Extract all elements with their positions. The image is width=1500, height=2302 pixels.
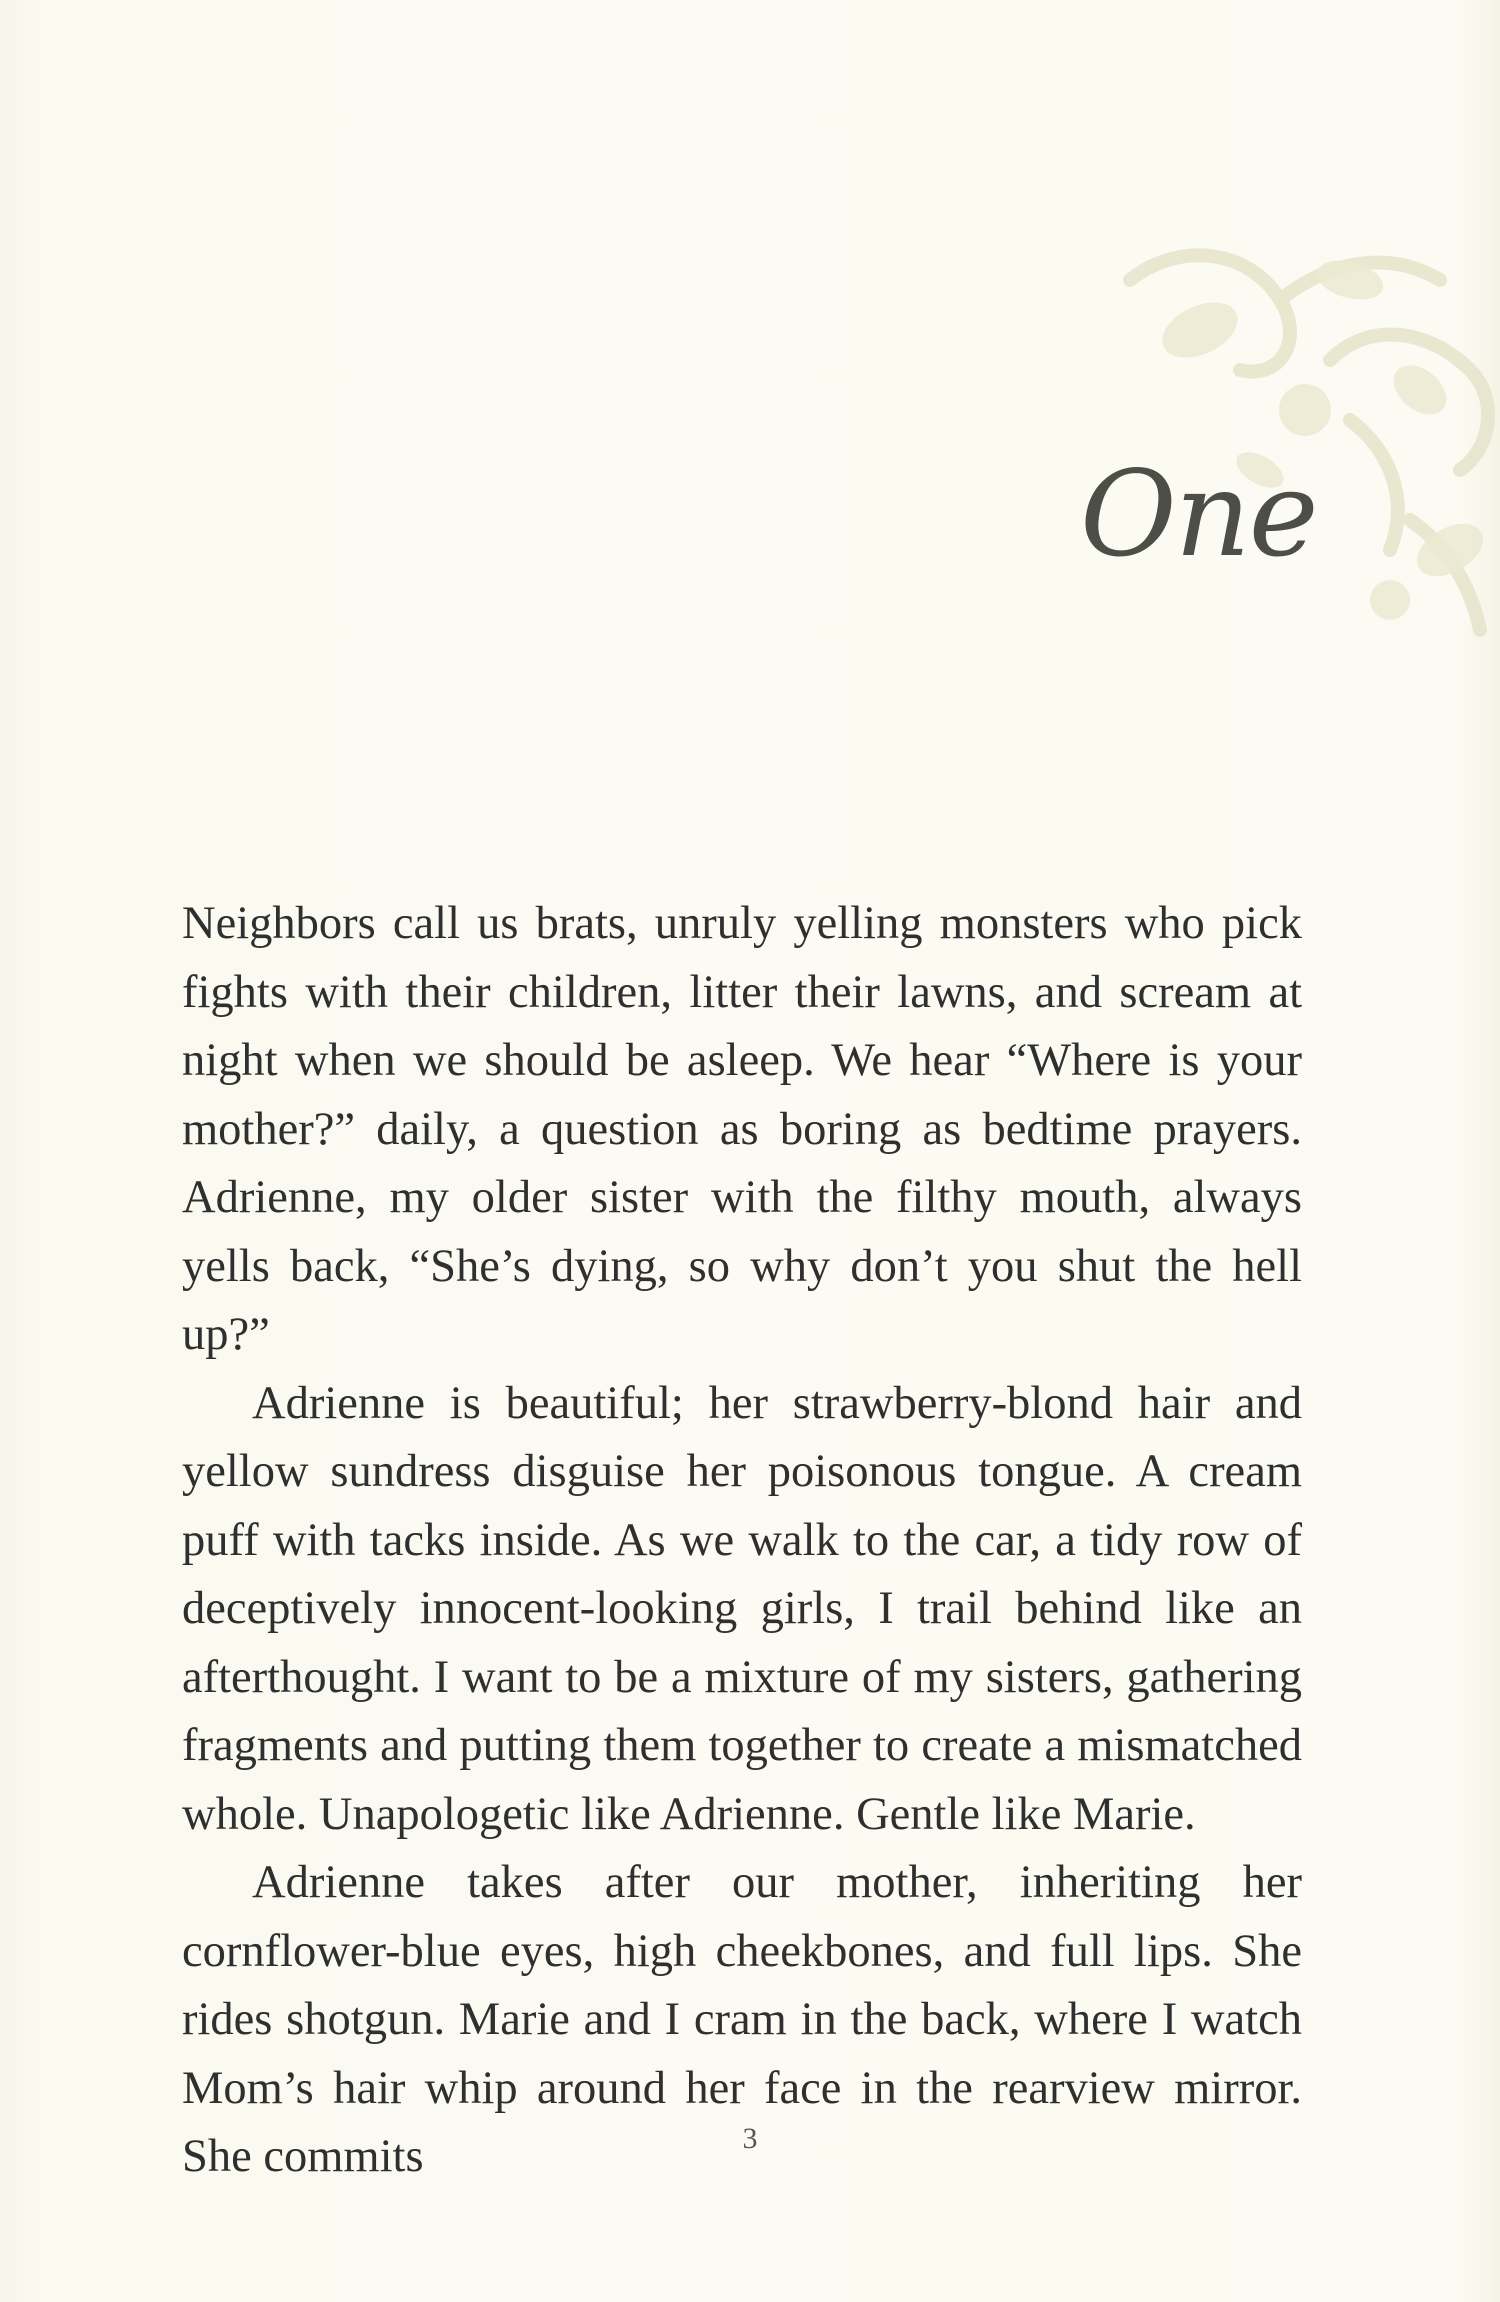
paragraph-3: Adrienne takes after our mother, inheriting her cornflower-blue eyes, high cheekbones, and full lips. She rides shotgun. Marie and I cram in the back, where I watch Mom’s hair whip around her face in the rearview mirror. She commits <box>182 1857 1302 2182</box>
chapter-title: One <box>1080 445 1317 583</box>
paragraph-1: Neighbors call us brats, unruly yelling monsters who pick fights with their children, litter their lawns, and scream at night when we should be asleep. We hear “Where is your mother?” daily, a question as boring as bedtime prayers. Adrienne, my older sister with the filthy mouth, always yells back, “She’s dying, so why don’t you shut the hell up?” <box>182 898 1302 1360</box>
page-number: 3 <box>742 2122 758 2155</box>
chapter-body <box>182 890 1302 2192</box>
paragraph-2: Adrienne is beautiful; her strawberry-blond hair and yellow sundress disguise her poisonous tongue. A cream puff with tacks inside. As we walk to the car, a tidy row of deceptively innocent-looking girls, I trail behind like an afterthought. I want to be a mixture of my sisters, gathering fragments and putting them together to create a mismatched whole. Unapologetic like Adrienne. Gentle like Marie. <box>182 1377 1302 1840</box>
